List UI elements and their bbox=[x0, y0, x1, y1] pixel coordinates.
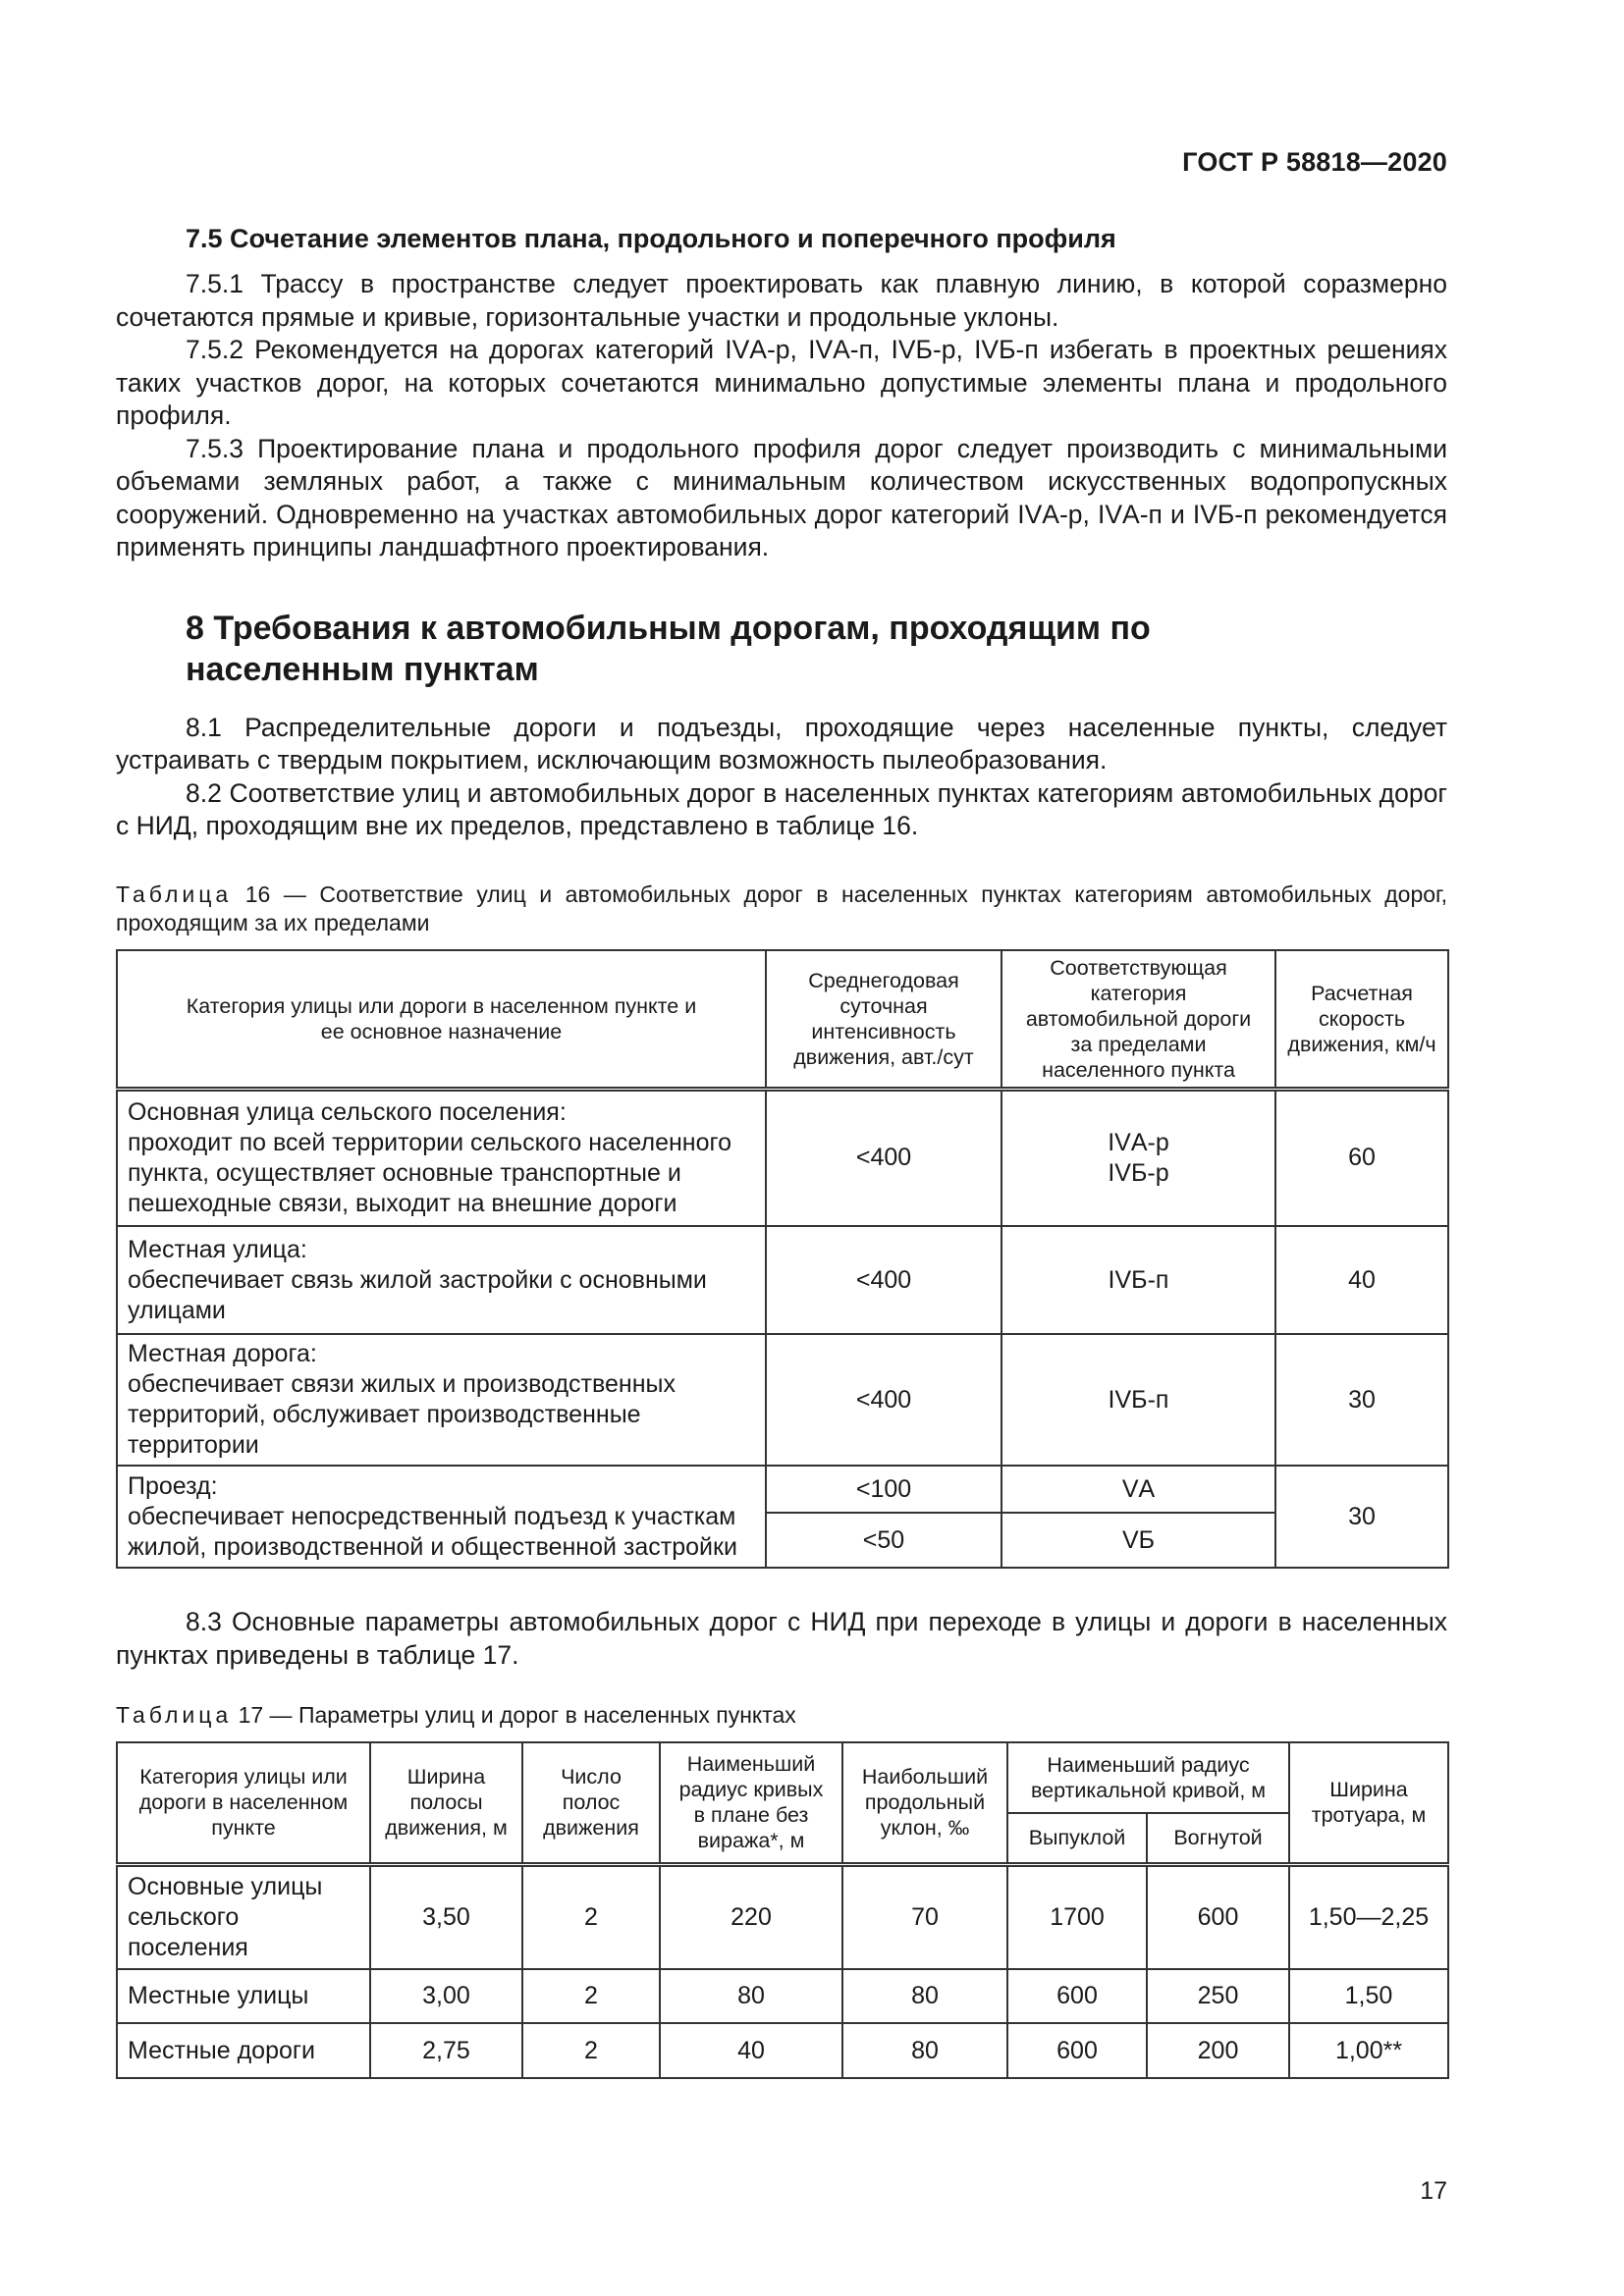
row-name: Местная улица: bbox=[128, 1235, 307, 1263]
table-16 bbox=[116, 949, 1449, 1570]
row-name: Проезд: bbox=[128, 1471, 218, 1500]
paragraph-8-2: 8.2 Соответствие улиц и автомобильных дорог в населенных пунктах категориям автомобильных дорог с НИД, проходящим вне их пределов, представлено в таблице 16. bbox=[116, 777, 1447, 840]
table-17-cell-category: Местные улицы bbox=[117, 1969, 370, 2023]
table-17-header-lanes: Число полос движения bbox=[522, 1742, 660, 1864]
table-17-cell-radius-plan: 220 bbox=[660, 1864, 842, 1969]
table-16-cell-speed: 30 bbox=[1275, 1334, 1448, 1466]
row-name: Местная дорога: bbox=[128, 1340, 317, 1367]
paragraph-8-3: 8.3 Основные параметры автомобильных дорог с НИД при переходе в улицы и дороги в населенных пунктах приведены в таблице 17. bbox=[116, 1607, 1447, 1670]
row-description: обеспечивает непосредственный подъезд к участкам жилой, производственной и общественной застройки bbox=[128, 1502, 737, 1561]
table-row bbox=[117, 2023, 1448, 2078]
table-16-cell-speed: 40 bbox=[1275, 1226, 1448, 1334]
table-16-caption bbox=[116, 881, 1447, 937]
table-16-caption-label: Таблица bbox=[116, 881, 233, 907]
paragraph-8-1: 8.1 Распределительные дороги и подъезды, проходящие через населенные пункты, следует устраивать с твердым покрытием, исключающим возможность пылеобразования. bbox=[116, 712, 1447, 774]
table-17-cell-sidewalk: 1,50 bbox=[1289, 1969, 1448, 2023]
table-16-cell-speed: 60 bbox=[1275, 1089, 1448, 1226]
table-17-cell-radius-plan: 40 bbox=[660, 2023, 842, 2078]
table-16-cell-intensity: <400 bbox=[766, 1334, 1001, 1466]
table-row bbox=[117, 1089, 1448, 1226]
table-16-caption-text: 16 — Соответствие улиц и автомобильных дорог в населенных пунктах категориям автомобильных дорог, проходящим за их пределами bbox=[116, 881, 1448, 935]
table-16-header-intensity: Среднегодовая суточная интенсивность движения, авт./сут bbox=[766, 950, 1001, 1090]
table-17-cell-convex: 600 bbox=[1007, 1969, 1147, 2023]
page-content bbox=[116, 224, 1447, 2079]
paragraph-7-5-3: 7.5.3 Проектирование плана и продольного профиля дорог следует производить с минимальными объемами земляных работ, а также с минимальным количеством искусственных водопропускных сооружений. Одновременно на участках автомобильных дорог категорий IVА-р, IVА-п и IVБ-п рекомендуется применять принципы ландшафтного проектирования. bbox=[116, 433, 1447, 561]
table-17-header-category: Категория улицы или дороги в населенном пункте bbox=[117, 1742, 370, 1864]
standard-code: ГОСТ Р 58818—2020 bbox=[1182, 147, 1447, 177]
table-16-header-speed: Расчетная скорость движения, км/ч bbox=[1275, 950, 1448, 1090]
table-row bbox=[117, 1226, 1448, 1334]
table-17-caption-label: Таблица bbox=[116, 1702, 233, 1728]
table-17-cell-lane-width: 2,75 bbox=[370, 2023, 522, 2078]
table-16-cell-intensity: <100 bbox=[766, 1466, 1001, 1513]
table-16-cell-category bbox=[117, 1226, 766, 1334]
table-16-cell-speed: 30 bbox=[1275, 1466, 1448, 1568]
road-category-1: IVА-р bbox=[1108, 1128, 1169, 1156]
paragraph-7-5-1: 7.5.1 Трассу в пространстве следует проектировать как плавную линию, в которой соразмерно сочетаются прямые и кривые, горизонтальные участки и продольные уклоны. bbox=[116, 269, 1447, 332]
paragraph-7-5-2: 7.5.2 Рекомендуется на дорогах категорий IVА-р, IVА-п, IVБ-р, IVБ-п избегать в проектных решениях таких участков дорог, на которых сочетаются минимально допустимые элементы плана и продольного профиля. bbox=[116, 335, 1447, 430]
row-description: обеспечивает связь жилой застройки с основными улицами bbox=[128, 1265, 707, 1324]
table-17-header-lane-width: Ширина полосы движения, м bbox=[370, 1742, 522, 1864]
table-16-header-road-category: Соответствующая категория автомобильной дороги за пределами населенного пункта bbox=[1001, 950, 1275, 1090]
table-17-caption bbox=[116, 1701, 1447, 1730]
table-16-cell-road-category: IVБ-п bbox=[1001, 1334, 1275, 1466]
table-16-cell-road-category: IVБ-п bbox=[1001, 1226, 1275, 1334]
road-category-2: IVБ-р bbox=[1108, 1158, 1169, 1187]
table-17-cell-grade: 80 bbox=[842, 2023, 1007, 2078]
table-17-cell-convex: 1700 bbox=[1007, 1864, 1147, 1969]
table-16-header-category: Категория улицы или дороги в населенном пункте и ее основное назначение bbox=[117, 950, 766, 1090]
table-17-header-sidewalk: Ширина тротуара, м bbox=[1289, 1742, 1448, 1864]
table-16-cell-intensity: <400 bbox=[766, 1226, 1001, 1334]
table-17-cell-concave: 200 bbox=[1147, 2023, 1289, 2078]
table-17-header-radius-plan: Наименьший радиус кривых в плане без виража*, м bbox=[660, 1742, 842, 1864]
table-16-cell-intensity: <50 bbox=[766, 1513, 1001, 1568]
table-row bbox=[117, 1864, 1448, 1969]
table-16-cell-category bbox=[117, 1466, 766, 1568]
table-17-cell-lane-width: 3,50 bbox=[370, 1864, 522, 1969]
table-17-caption-text: 17 — Параметры улиц и дорог в населенных пунктах bbox=[238, 1702, 796, 1728]
table-17-cell-grade: 70 bbox=[842, 1864, 1007, 1969]
table-16-cell-road-category: VА bbox=[1001, 1466, 1275, 1513]
table-16-cell-road-category bbox=[1001, 1089, 1275, 1226]
table-17-cell-lane-width: 3,00 bbox=[370, 1969, 522, 2023]
table-17-header-radius-vertical: Наименьший радиус вертикальной кривой, м bbox=[1007, 1742, 1289, 1813]
table-17-cell-category: Местные дороги bbox=[117, 2023, 370, 2078]
row-name: Основная улица сельского поселения: bbox=[128, 1097, 567, 1126]
row-description: обеспечивает связи жилых и производственных территорий, обслуживает производственные территории bbox=[128, 1370, 676, 1459]
table-row bbox=[117, 1466, 1448, 1513]
table-17-cell-radius-plan: 80 bbox=[660, 1969, 842, 2023]
table-17-cell-convex: 600 bbox=[1007, 2023, 1147, 2078]
table-17-cell-grade: 80 bbox=[842, 1969, 1007, 2023]
table-row bbox=[117, 1969, 1448, 2023]
table-16-cell-category bbox=[117, 1089, 766, 1226]
table-17-cell-sidewalk: 1,00** bbox=[1289, 2023, 1448, 2078]
table-17-cell-concave: 600 bbox=[1147, 1864, 1289, 1969]
table-17-cell-sidewalk: 1,50—2,25 bbox=[1289, 1864, 1448, 1969]
table-17-cell-lanes: 2 bbox=[522, 1969, 660, 2023]
table-16-cell-intensity: <400 bbox=[766, 1089, 1001, 1226]
page-number: 17 bbox=[1420, 2177, 1447, 2205]
table-17-header-grade: Наибольший продольный уклон, ‰ bbox=[842, 1742, 1007, 1864]
table-17-cell-category: Основные улицы сельского поселения bbox=[117, 1864, 370, 1969]
table-16-cell-category bbox=[117, 1334, 766, 1466]
table-17-cell-lanes: 2 bbox=[522, 1864, 660, 1969]
table-17-cell-lanes: 2 bbox=[522, 2023, 660, 2078]
row-description: проходит по всей территории сельского населенного пункта, осуществляет основные транспортные и пешеходные связи, выходит на внешние дороги bbox=[128, 1128, 731, 1217]
subsection-title-7-5: 7.5 Сочетание элементов плана, продольного и поперечного профиля bbox=[186, 224, 1116, 253]
table-17-header-concave: Вогнутой bbox=[1147, 1813, 1289, 1864]
table-17 bbox=[116, 1741, 1449, 2079]
table-17-header-convex: Выпуклой bbox=[1007, 1813, 1147, 1864]
section-title-8: 8 Требования к автомобильным дорогам, проходящим по населенным пунктам bbox=[186, 609, 1151, 688]
table-row bbox=[117, 1334, 1448, 1466]
table-17-cell-concave: 250 bbox=[1147, 1969, 1289, 2023]
table-16-cell-road-category: VБ bbox=[1001, 1513, 1275, 1568]
